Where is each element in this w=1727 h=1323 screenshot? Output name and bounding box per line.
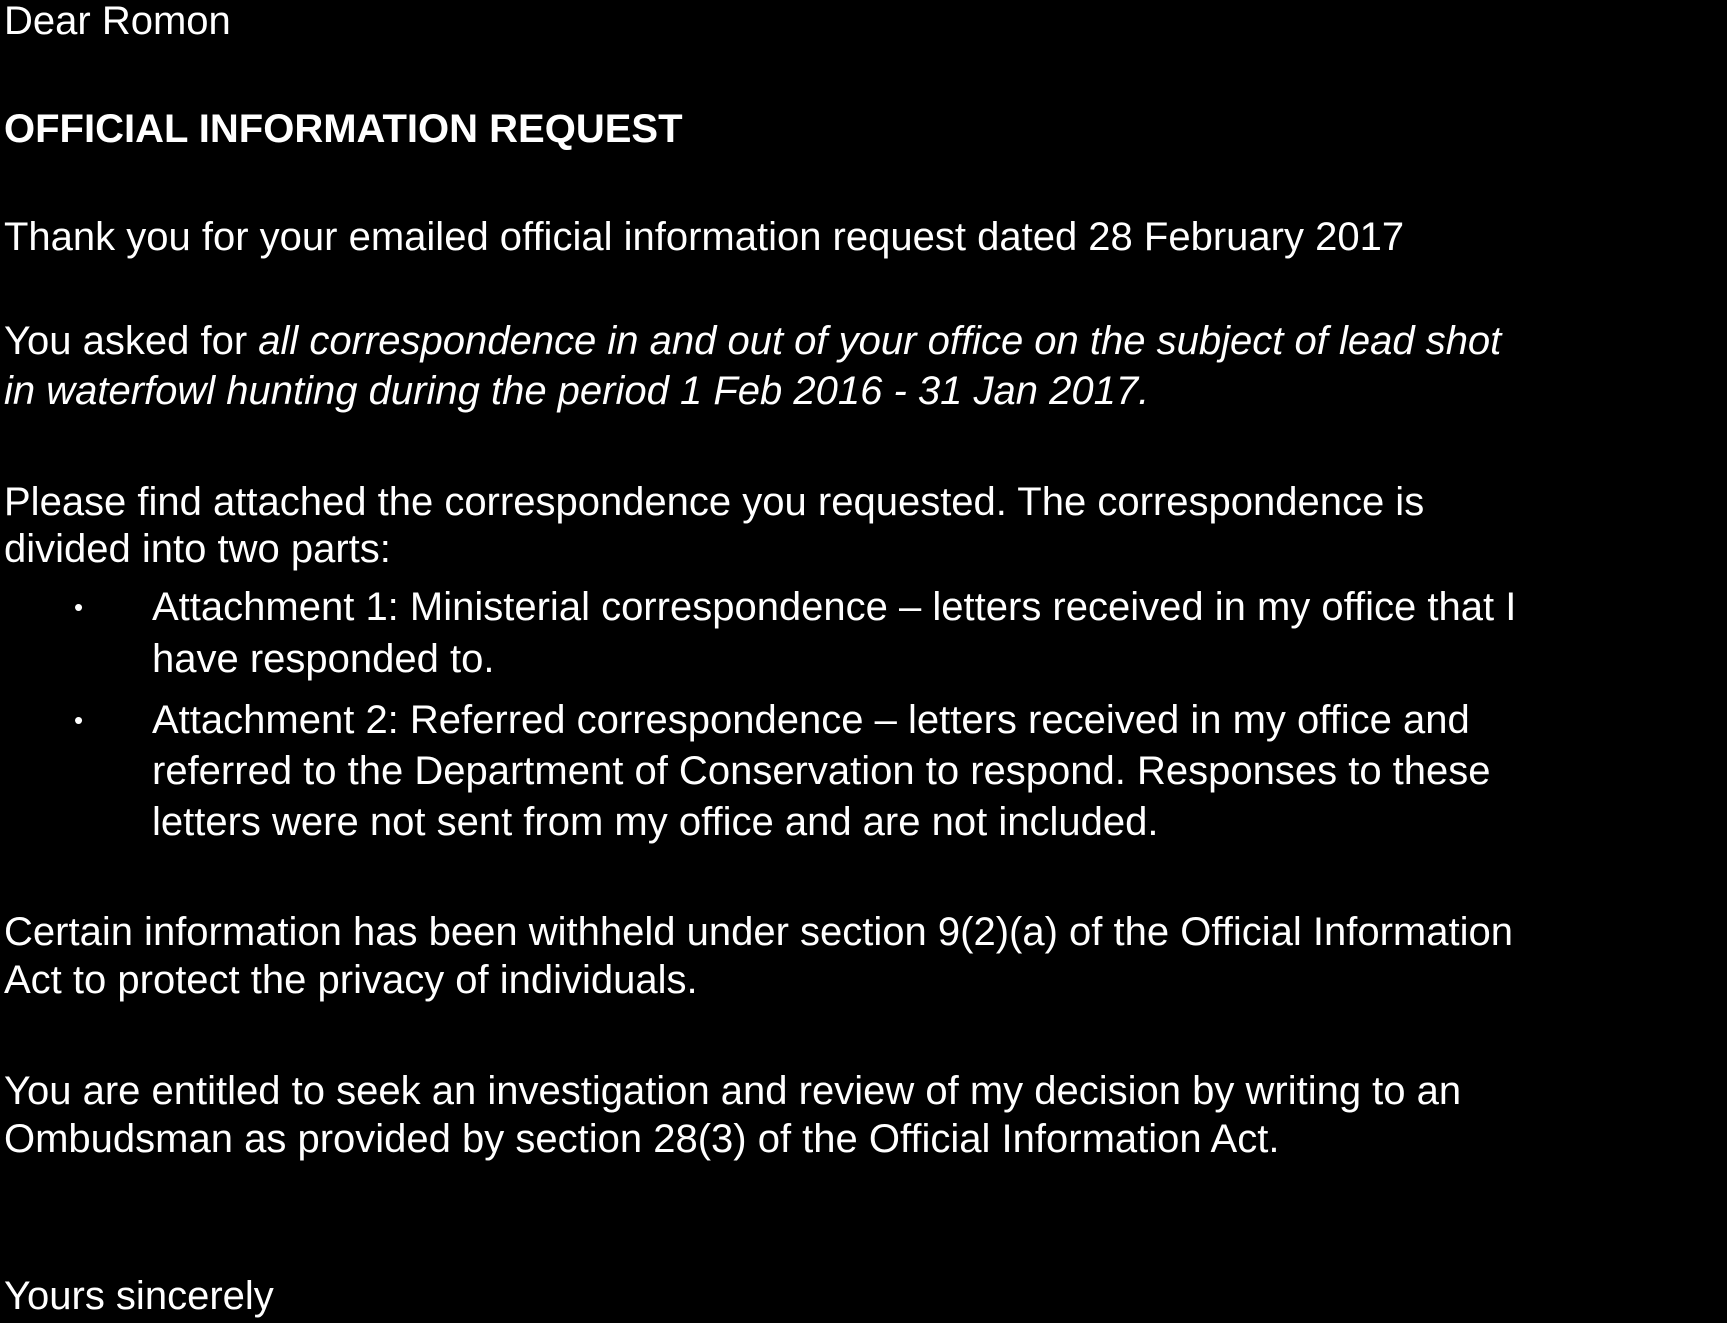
salutation: Dear Romon <box>4 0 231 43</box>
paragraph-ombudsman-line-2: Ombudsman as provided by section 28(3) of the Official Information Act. <box>4 1117 1280 1161</box>
closing: Yours sincerely <box>4 1274 274 1318</box>
bullet-2-line-3: letters were not sent from my office and are not included. <box>152 800 1159 844</box>
paragraph-withheld-line-1: Certain information has been withheld under section 9(2)(a) of the Official Information <box>4 910 1513 954</box>
letter-heading: OFFICIAL INFORMATION REQUEST <box>4 107 683 151</box>
bullet-1-line-2: have responded to. <box>152 637 495 681</box>
request-quote-text: all correspondence in and out of your office on the subject of lead shot <box>258 319 1502 363</box>
bullet-marker: • <box>74 705 84 735</box>
bullet-1-line-1: Attachment 1: Ministerial correspondence – letters received in my office that I <box>152 585 1517 629</box>
bullet-marker: • <box>74 592 84 622</box>
bullet-2-line-1: Attachment 2: Referred correspondence – letters received in my office and <box>152 698 1470 742</box>
paragraph-request-line-2: in waterfowl hunting during the period 1 Feb 2016 - 31 Jan 2017. <box>4 369 1150 413</box>
paragraph-attached-line-1: Please find attached the correspondence you requested. The correspondence is <box>4 480 1425 524</box>
paragraph-attached-line-2: divided into two parts: <box>4 527 391 571</box>
request-lead-text: You asked for <box>4 319 259 363</box>
paragraph-ombudsman-line-1: You are entitled to seek an investigation and review of my decision by writing to an <box>4 1069 1462 1113</box>
paragraph-request-line-1 <box>4 316 1501 366</box>
paragraph-withheld-line-2: Act to protect the privacy of individuals. <box>4 958 698 1002</box>
paragraph-thanks: Thank you for your emailed official information request dated 28 February 2017 <box>4 215 1405 259</box>
bullet-2-line-2: referred to the Department of Conservation to respond. Responses to these <box>152 749 1491 793</box>
